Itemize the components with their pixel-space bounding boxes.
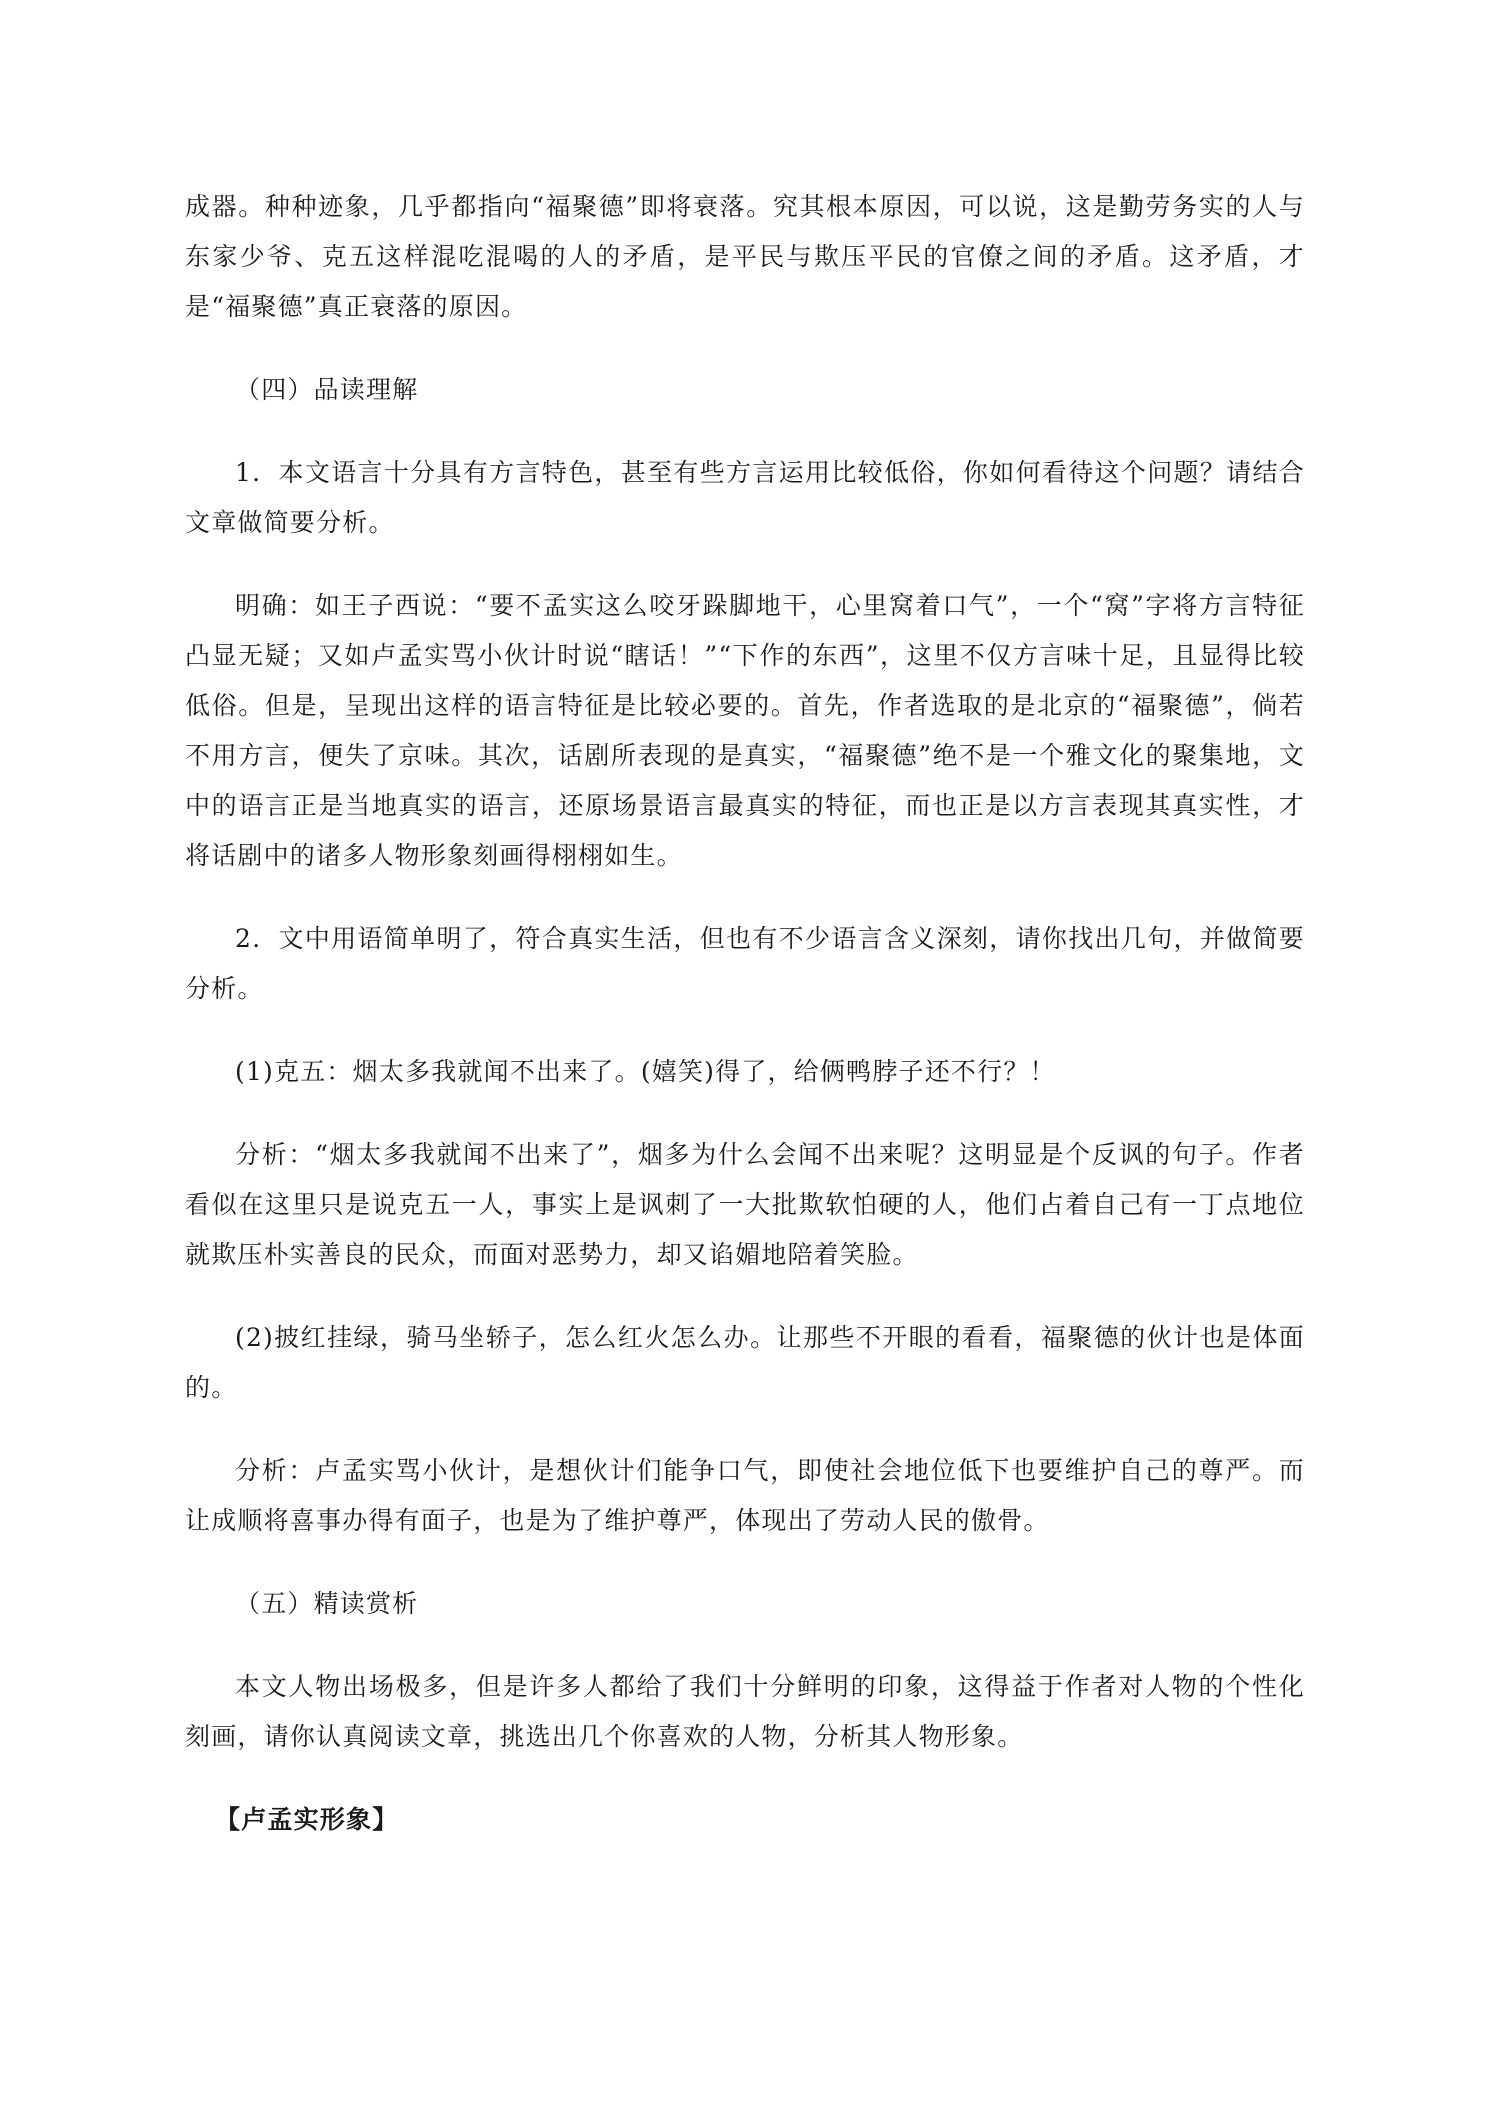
document-body [185,182,1305,1878]
question-two: 2．文中用语简单明了，符合真实生活，但也有不少语言含义深刻，请你找出几句，并做简要分析。 [185,924,1305,1003]
paragraph-five: 本文人物出场极多，但是许多人都给了我们十分鲜明的印象，这得益于作者对人物的个性化刻画，请你认真阅读文章，挑选出几个你喜欢的人物，分析其人物形象。 [185,1672,1305,1751]
character-heading-lu: 【卢孟实形象】 [215,1805,399,1834]
sentence-two: (2)披红挂绿，骑马坐轿子，怎么红火怎么办。让那些不开眼的看看，福聚德的伙计也是体面的。 [185,1323,1305,1402]
sentence-one: (1)克五：烟太多我就闻不出来了。(嬉笑)得了，给俩鸭脖子还不行？！ [235,1057,1056,1086]
paragraph-continuation: 成器。种种迹象，几乎都指向“福聚德”即将衰落。究其根本原因，可以说，这是勤劳务实的人与东家少爷、克五这样混吃混喝的人的矛盾，是平民与欺压平民的官僚之间的矛盾。这矛盾，才是“福聚德”真正衰落的原因。 [185,192,1305,321]
question-one: 1．本文语言十分具有方言特色，甚至有些方言运用比较低俗，你如何看待这个问题？请结合文章做简要分析。 [185,458,1305,537]
answer-one: 明确：如王子西说：“要不孟实这么咬牙跺脚地干，心里窝着口气”，一个“窝”字将方言特征凸显无疑；又如卢孟实骂小伙计时说“瞎话！”“下作的东西”，这里不仅方言味十足，且显得比较低俗。但是，呈现出这样的语言特征是比较必要的。首先，作者选取的是北京的“福聚德”，倘若不用方言，便失了京味。其次，话剧所表现的是真实，“福聚德”绝不是一个雅文化的聚集地，文中的语言正是当地真实的语言，还原场景语言最真实的特征，而也正是以方言表现其真实性，才将话剧中的诸多人物形象刻画得栩栩如生。 [185,591,1305,870]
section-heading-four: （四）品读理解 [235,375,419,404]
analysis-one: 分析：“烟太多我就闻不出来了”，烟多为什么会闻不出来呢？这明显是个反讽的句子。作者看似在这里只是说克五一人，事实上是讽刺了一大批欺软怕硬的人，他们占着自己有一丁点地位就欺压朴实善良的民众，而面对恶势力，却又谄媚地陪着笑脸。 [185,1140,1305,1269]
analysis-two: 分析：卢孟实骂小伙计，是想伙计们能争口气，即使社会地位低下也要维护自己的尊严。而让成顺将喜事办得有面子，也是为了维护尊严，体现出了劳动人民的傲骨。 [185,1456,1305,1535]
section-heading-five: （五）精读赏析 [235,1589,419,1618]
